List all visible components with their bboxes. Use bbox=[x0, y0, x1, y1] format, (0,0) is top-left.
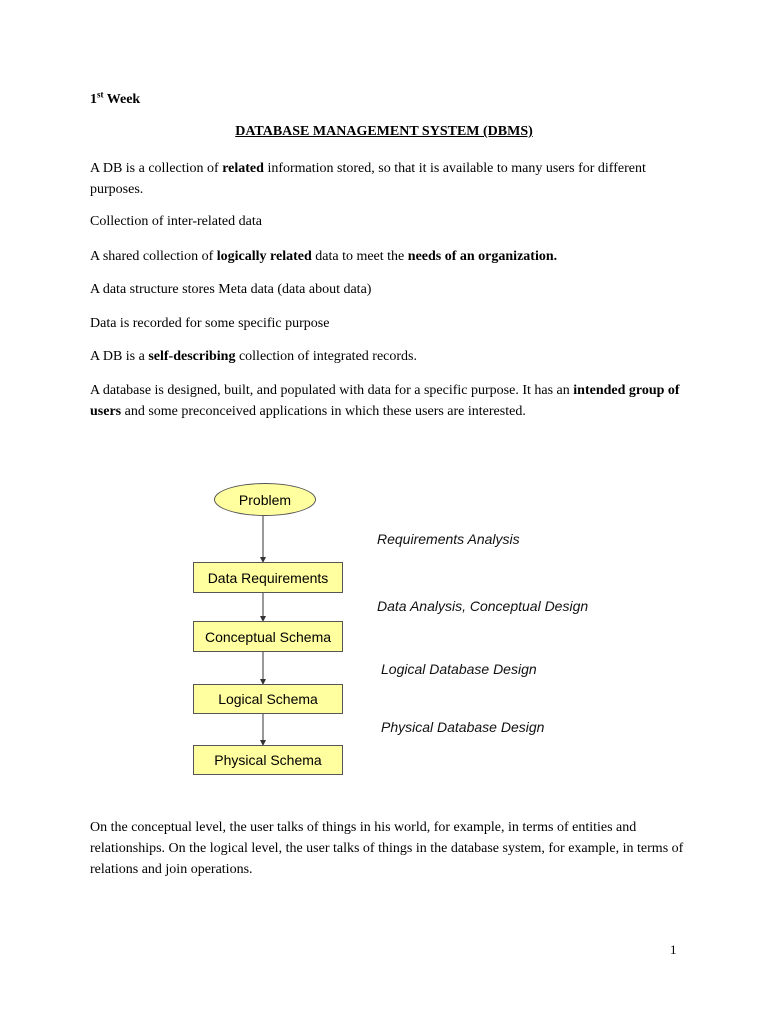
node-physical-schema: Physical Schema bbox=[193, 745, 343, 775]
step-physical-design: Physical Database Design bbox=[381, 719, 545, 735]
node-conceptual-schema: Conceptual Schema bbox=[193, 621, 343, 652]
page-title: DATABASE MANAGEMENT SYSTEM (DBMS) bbox=[235, 124, 533, 139]
node-logical-schema: Logical Schema bbox=[193, 684, 343, 714]
paragraph-specific-purpose: Data is recorded for some specific purpose bbox=[90, 316, 330, 331]
step-logical-design: Logical Database Design bbox=[381, 661, 537, 677]
page-number: 1 bbox=[670, 942, 677, 957]
paragraph-definition: A DB is a collection of related information stored, so that it is available to many users for different purposes. bbox=[90, 161, 646, 197]
paragraph-designed-built: A database is designed, built, and populated with data for a specific purpose. It has an intended group of users and some preconceived applications in which these users are interested. bbox=[90, 383, 680, 419]
node-data-requirements: Data Requirements bbox=[193, 562, 343, 593]
paragraph-levels: On the conceptual level, the user talks of things in his world, for example, in terms of entities and relationships. On the logical level, the user talks of things in the database system, for example, in terms of relations and join operations. bbox=[90, 820, 684, 877]
paragraph-self-describing: A DB is a self-describing collection of integrated records. bbox=[90, 349, 417, 364]
step-requirements-analysis: Requirements Analysis bbox=[377, 531, 520, 547]
paragraph-inter-related: Collection of inter-related data bbox=[90, 214, 262, 229]
node-problem: Problem bbox=[214, 483, 316, 516]
paragraph-shared-collection: A shared collection of logically related data to meet the needs of an organization. bbox=[90, 249, 558, 264]
paragraph-meta-data: A data structure stores Meta data (data about data) bbox=[90, 282, 372, 297]
week-heading: 1st Week bbox=[90, 89, 141, 107]
step-conceptual-design: Data Analysis, Conceptual Design bbox=[377, 598, 589, 614]
